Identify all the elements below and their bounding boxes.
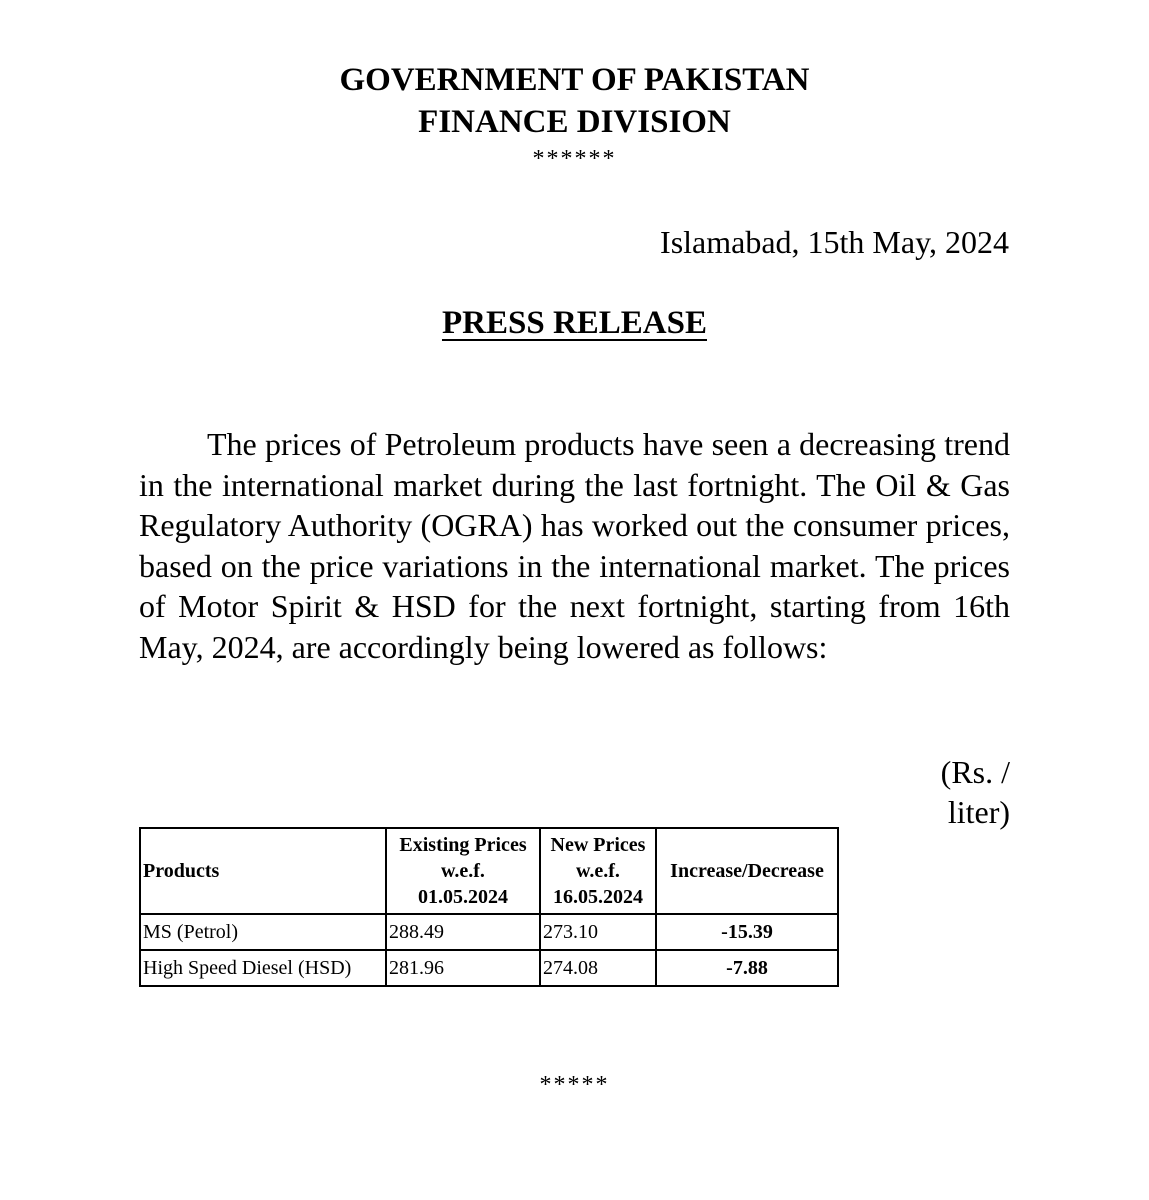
footer-separator: ***** (539, 1072, 610, 1098)
price-change: -7.88 (656, 950, 838, 986)
table-header-row (140, 828, 838, 914)
price-change: -15.39 (656, 914, 838, 950)
new-price: 273.10 (540, 914, 656, 950)
body-paragraph: The prices of Petroleum products have seen a decreasing trend in the international market during the last fortnight. The Oil & Gas Regulatory Authority (OGRA) has worked out the consumer prices, based on the price variations in the international market. The prices of Motor Spirit & HSD for the next fortnight, starting from 16th May, 2024, are accordingly being lowered as follows: (139, 426, 1010, 665)
header-separator: ****** (532, 146, 617, 172)
header-increase-decrease: Increase/Decrease (656, 828, 838, 914)
existing-price: 288.49 (386, 914, 540, 950)
unit-note: (Rs. / liter) (940, 754, 1010, 830)
price-table (139, 827, 839, 987)
new-price: 274.08 (540, 950, 656, 986)
existing-price: 281.96 (386, 950, 540, 986)
product-name: MS (Petrol) (140, 914, 386, 950)
table-row (140, 950, 838, 986)
page-title-text: PRESS RELEASE (441, 305, 707, 341)
dateline: Islamabad, 15th May, 2024 (660, 224, 1009, 260)
division-heading: FINANCE DIVISION (418, 104, 731, 140)
header-existing-prices: Existing Prices w.e.f. 01.05.2024 (386, 828, 540, 914)
header-products: Products (140, 828, 386, 914)
header-new-prices: New Prices w.e.f. 16.05.2024 (540, 828, 656, 914)
table-row (140, 914, 838, 950)
page-title (0, 303, 1149, 343)
org-name-heading: GOVERNMENT OF PAKISTAN (339, 62, 810, 98)
product-name: High Speed Diesel (HSD) (140, 950, 386, 986)
